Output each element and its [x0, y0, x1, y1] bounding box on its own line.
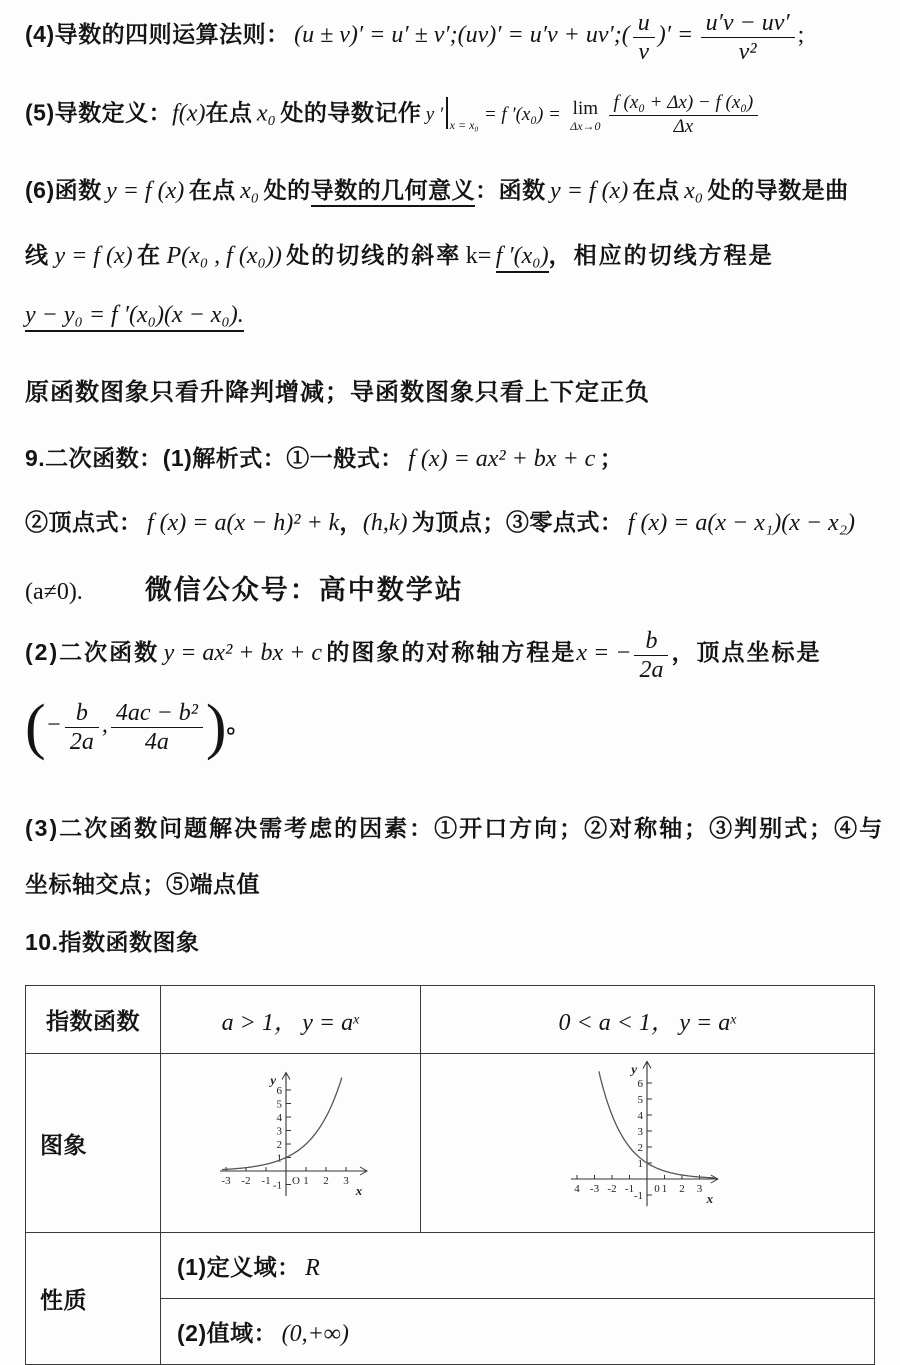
svg-text:6: 6 [276, 1085, 282, 1097]
exponential-function-table [25, 985, 875, 1365]
text: 为顶点；③零点式： [411, 509, 624, 535]
exponential-growth-graph [161, 1054, 417, 1229]
comma: , [101, 712, 108, 739]
row-label: 性质 [40, 1287, 87, 1313]
line-tangent-equation [25, 302, 244, 329]
text: ，相应的切线方程是 [548, 242, 774, 268]
y-prime: y ′ [425, 104, 444, 126]
x0: x₀ [256, 100, 276, 127]
row-label: 图象 [40, 1131, 87, 1158]
condition: a > 1， [221, 1010, 298, 1036]
svg-text:-1: -1 [261, 1175, 271, 1187]
table-header-row [26, 986, 875, 1054]
text: (1)解析式：①一般式： [162, 445, 404, 471]
general-form-formula: f (x) = ax² + bx + c [408, 446, 596, 472]
text: 处的切线的斜率 [286, 242, 462, 268]
text: 处的 [263, 177, 311, 203]
svg-text:4: 4 [637, 1110, 643, 1122]
line-geometric-meaning-2 [25, 237, 774, 270]
svg-text:5: 5 [276, 1098, 282, 1111]
text: (6)函数 [25, 177, 102, 203]
numerator: u′v − uv′ [701, 10, 795, 38]
range-cell [161, 1299, 875, 1365]
denominator: 4a [144, 729, 169, 756]
svg-text:-3: -3 [589, 1183, 600, 1195]
svg-text:1: 1 [276, 1152, 282, 1165]
fraction-discriminant [111, 700, 203, 756]
rule4-label: (4)导数的四则运算法则： [25, 21, 290, 48]
line-section-10-title [25, 924, 199, 957]
svg-text:3: 3 [343, 1175, 349, 1187]
header-label: 指数函数 [46, 1008, 140, 1034]
svg-text:4: 4 [276, 1112, 282, 1124]
fraction-b-2a [65, 700, 99, 756]
table-domain-row [26, 1233, 875, 1299]
svg-text:-1: -1 [272, 1179, 282, 1192]
fx: f(x) [172, 100, 206, 127]
svg-text:2: 2 [679, 1183, 685, 1195]
numerator: 4ac − b² [111, 700, 203, 728]
svg-text:2: 2 [323, 1175, 329, 1187]
svg-text:3: 3 [276, 1125, 282, 1138]
equals-fprime: = f ′(x₀) = [483, 104, 561, 126]
svg-text:x: x [706, 1191, 714, 1206]
def-label: (5)导数定义： [25, 99, 173, 126]
graph-cell-decay [421, 1054, 875, 1233]
text: (3)二次函数问题解决需考虑的因素：①开口方向；②对称轴；③判别式；④与 [25, 815, 885, 841]
text: 线 [25, 242, 50, 268]
svg-text:x: x [355, 1183, 363, 1198]
hk-pair: (h,k) [362, 510, 408, 536]
svg-text:2: 2 [276, 1139, 282, 1151]
x0: x₀ [240, 178, 260, 204]
numerator: u [633, 10, 655, 38]
svg-text:5: 5 [637, 1094, 643, 1106]
line-symmetry-axis [25, 628, 821, 684]
svg-text:6: 6 [637, 1078, 643, 1090]
svg-text:-1: -1 [633, 1190, 643, 1202]
fraction-quotient-rule [701, 10, 795, 66]
text: 在点 [188, 177, 236, 203]
line-derivative-definition [25, 93, 762, 138]
numerator: f (x₀ + Δx) − f (x₀) [609, 93, 759, 116]
y-eq-fx: y = f (x) [54, 243, 133, 269]
svg-text:1: 1 [637, 1158, 643, 1170]
zero-form-formula: f (x) = a(x − x₁)(x − x₂) [627, 510, 856, 536]
text: ； [599, 445, 624, 471]
exponent: x [353, 1012, 360, 1028]
x-equals-neg: x = − [576, 640, 632, 667]
vertex-form-formula: f (x) = a(x − h)² + k [146, 510, 340, 536]
text: 坐标轴交点；⑤端点值 [25, 871, 260, 897]
header-cell-a-gt-1 [161, 986, 421, 1054]
period: 。 [226, 711, 250, 738]
neg-sign: − [45, 712, 62, 739]
svg-text:3: 3 [696, 1183, 703, 1195]
limit-block [570, 99, 600, 132]
svg-text:y: y [270, 1072, 276, 1088]
x0: x₀ [684, 178, 704, 204]
wechat-account-banner: 微信公众号：高中数学站 [144, 575, 464, 605]
function: y = a [679, 1010, 731, 1036]
line-quadratic-general [25, 440, 623, 473]
numerator: b [65, 700, 99, 728]
exponential-decay-graph [421, 1054, 871, 1229]
text: 处的导数是曲 [707, 177, 849, 203]
line-factors-2 [25, 866, 260, 899]
text: 在 [137, 242, 163, 268]
quadratic-formula: y = ax² + bx + c [163, 640, 322, 667]
line-motto [25, 372, 650, 407]
condition: 0 < a < 1， [558, 1010, 675, 1036]
line-geometric-meaning-1 [25, 172, 849, 205]
exponent: x [730, 1012, 737, 1028]
rule4-formula-end: ; [797, 22, 805, 49]
denominator: Δx [673, 115, 694, 137]
header-cell-exponential [26, 986, 161, 1054]
svg-text:y: y [631, 1061, 637, 1077]
svg-text:-2: -2 [607, 1183, 617, 1195]
svg-text:O: O [292, 1175, 300, 1187]
line-factors-1 [25, 810, 884, 843]
text: 的图象的对称轴方程是 [326, 639, 577, 666]
text: ：函数 [475, 177, 546, 203]
underlined-geometric-meaning: 导数的几何意义 [311, 177, 476, 207]
svg-text:4: 4 [574, 1183, 580, 1195]
svg-text:2: 2 [637, 1142, 643, 1154]
function: y = a [302, 1010, 354, 1036]
y-eq-fx: y = f (x) [550, 178, 629, 204]
motto-text: 原函数图象只看升降判增减；导函数图象只看上下定正负 [25, 379, 650, 406]
line-quadratic-vertex-zero [25, 504, 855, 537]
underlined-fprime-x0: f ′(x₀) [496, 243, 549, 273]
fraction-b-2a [634, 628, 668, 684]
domain-cell [161, 1233, 875, 1299]
svg-text:-1: -1 [624, 1183, 635, 1195]
text: 在点 [632, 177, 680, 203]
lim-condition: Δx→0 [570, 118, 601, 133]
text: (2)二次函数 [25, 639, 160, 666]
svg-text:-2: -2 [241, 1175, 251, 1187]
line-derivative-rules [25, 10, 804, 66]
def-text2: 处的导数记作 [280, 99, 422, 126]
eval-subscript: x = x₀ [449, 118, 479, 133]
svg-text:0: 0 [654, 1183, 660, 1195]
graph-cell-growth [161, 1054, 421, 1233]
rule4-formula-pre: (u ± v)′ = u′ ± v′;(uv)′ = u′v + uv′;( [294, 22, 630, 49]
svg-text:-3: -3 [221, 1175, 231, 1187]
fraction-u-over-v [633, 10, 655, 66]
line-vertex-coordinates [25, 693, 250, 762]
svg-text:3: 3 [637, 1126, 643, 1138]
big-left-paren: ( [25, 693, 46, 762]
numerator: b [634, 628, 668, 656]
section-9-title: 9.二次函数： [25, 445, 163, 471]
derivative-limit-formula [425, 92, 762, 137]
domain-value: R [305, 1255, 320, 1281]
difference-quotient [609, 93, 759, 138]
text: ，顶点坐标是 [671, 639, 822, 666]
denominator: 2a [69, 729, 94, 756]
denominator: 2a [639, 657, 664, 684]
line-a-not-zero-wechat [25, 568, 464, 607]
range-value: (0,+∞) [281, 1321, 349, 1347]
text: ②顶点式： [25, 509, 143, 535]
underlined-tangent-equation: y − y₀ = f ′(x₀)(x − x₀). [25, 302, 244, 332]
big-right-paren: ) [205, 693, 227, 762]
table-graph-row [26, 1054, 875, 1233]
y-eq-fx: y = f (x) [106, 178, 185, 204]
evaluation-bar [446, 97, 448, 129]
svg-text:1: 1 [303, 1175, 309, 1187]
row-label-graph [26, 1054, 161, 1233]
def-text1: 在点 [205, 99, 253, 126]
text: ， [339, 509, 363, 535]
lim-word: lim [572, 97, 599, 119]
domain-label: (1)定义域： [177, 1254, 301, 1280]
denominator: v² [738, 39, 757, 66]
section-10-title: 10.指数函数图象 [25, 929, 200, 955]
a-not-zero: (a≠0). [25, 579, 83, 605]
denominator: v [638, 39, 650, 66]
row-label-properties [26, 1233, 161, 1365]
point-P: P(x₀ , f (x₀)) [166, 243, 282, 269]
rule4-formula-mid: )′ = [657, 22, 694, 49]
header-cell-a-lt-1 [421, 986, 875, 1054]
svg-text:1: 1 [661, 1183, 668, 1195]
range-label: (2)值域： [177, 1320, 278, 1346]
k-equals: k= [465, 243, 492, 269]
